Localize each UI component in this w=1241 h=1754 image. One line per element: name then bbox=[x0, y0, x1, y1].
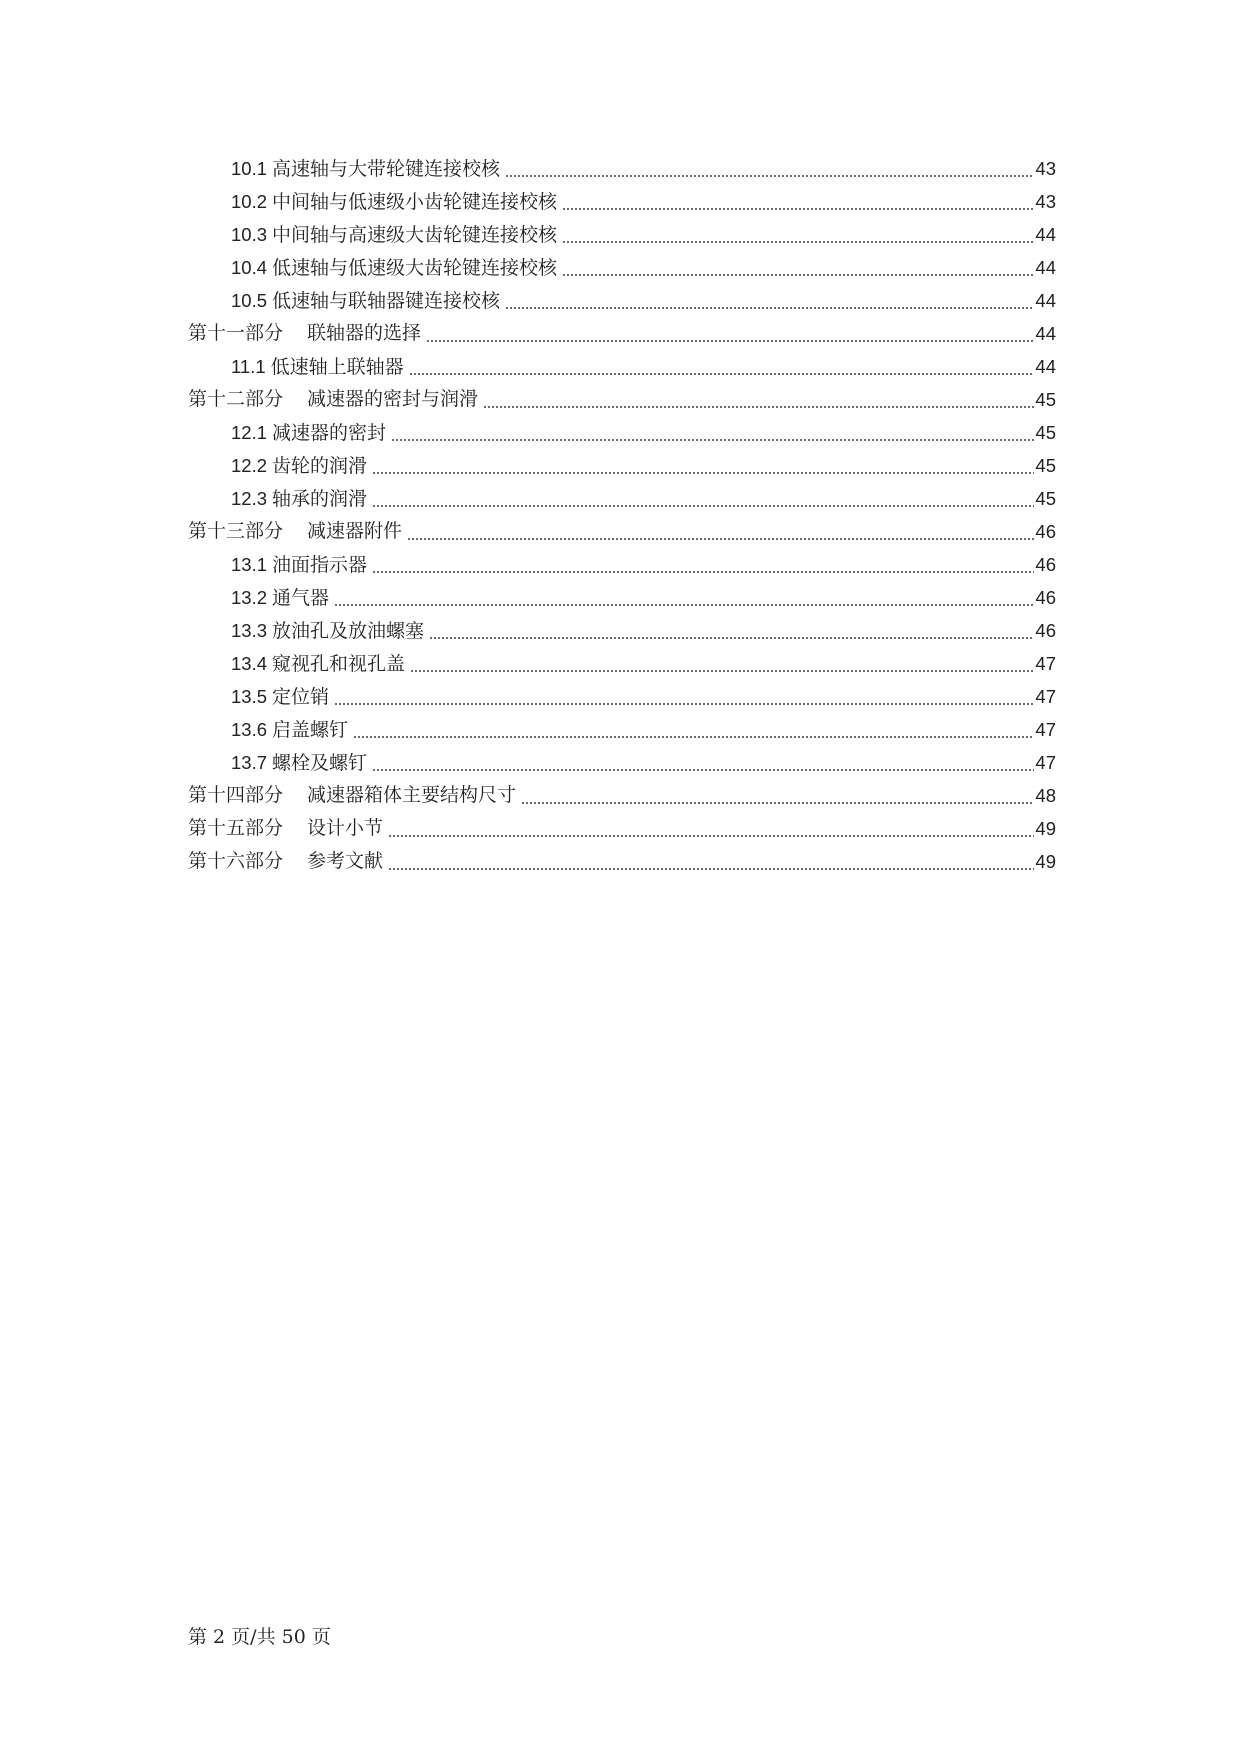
dot-leader bbox=[372, 769, 1034, 771]
toc-section-entry[interactable] bbox=[188, 647, 1056, 680]
toc-page-number: 43 bbox=[1035, 158, 1056, 179]
toc-part-entry[interactable] bbox=[188, 383, 1056, 416]
dot-leader bbox=[429, 637, 1034, 639]
toc-page-number: 49 bbox=[1035, 818, 1056, 839]
toc-entry-label bbox=[188, 383, 478, 416]
toc-entry-title: 窥视孔和视孔盖 bbox=[272, 652, 406, 675]
dot-leader bbox=[562, 274, 1034, 276]
toc-entry-title: 减速器的密封与润滑 bbox=[307, 388, 479, 410]
toc-section-entry[interactable] bbox=[188, 284, 1056, 317]
toc-entry-label bbox=[231, 647, 405, 681]
toc-section-entry[interactable] bbox=[188, 416, 1056, 449]
toc-section-entry[interactable] bbox=[188, 680, 1056, 713]
toc-section-number: 13.4 bbox=[231, 652, 268, 674]
toc-part-entry[interactable] bbox=[188, 845, 1056, 878]
dot-leader bbox=[410, 670, 1034, 672]
toc-entry-title: 放油孔及放油螺塞 bbox=[272, 619, 425, 642]
toc-page-number: 44 bbox=[1035, 290, 1056, 311]
toc-part-entry[interactable] bbox=[188, 515, 1056, 548]
toc-page-number: 45 bbox=[1035, 455, 1056, 476]
toc-entry-label bbox=[231, 449, 367, 483]
toc-section-number: 13.6 bbox=[231, 718, 268, 740]
toc-section-number: 10.2 bbox=[231, 190, 268, 212]
toc-part-number: 第十五部分 bbox=[188, 817, 284, 839]
table-of-contents bbox=[188, 152, 1056, 878]
page-footer: 第 2 页/共 50 页 bbox=[188, 1626, 331, 1648]
dot-leader bbox=[426, 340, 1034, 342]
dot-leader bbox=[391, 439, 1034, 441]
toc-entry-label bbox=[231, 251, 557, 285]
toc-entry-title: 中间轴与低速级小齿轮键连接校核 bbox=[272, 190, 558, 213]
dot-leader bbox=[562, 241, 1034, 243]
toc-entry-label bbox=[231, 614, 424, 648]
toc-entry-label bbox=[231, 680, 329, 714]
toc-entry-label bbox=[188, 845, 383, 878]
dot-leader bbox=[521, 802, 1034, 804]
toc-page-number: 46 bbox=[1035, 587, 1056, 608]
toc-part-number: 第十六部分 bbox=[188, 850, 284, 872]
toc-page-number: 44 bbox=[1035, 323, 1056, 344]
dot-leader bbox=[388, 835, 1034, 837]
toc-entry-title: 低速轴与低速级大齿轮键连接校核 bbox=[272, 256, 558, 279]
dot-leader bbox=[483, 406, 1034, 408]
toc-page-number: 44 bbox=[1035, 224, 1056, 245]
toc-entry-label bbox=[231, 350, 404, 384]
toc-entry-title: 低速轴上联轴器 bbox=[270, 355, 404, 378]
toc-section-entry[interactable] bbox=[188, 614, 1056, 647]
toc-part-number: 第十三部分 bbox=[188, 520, 284, 542]
toc-entry-title: 通气器 bbox=[272, 586, 330, 609]
dot-leader bbox=[505, 307, 1034, 309]
toc-section-entry[interactable] bbox=[188, 746, 1056, 779]
dot-leader bbox=[372, 571, 1034, 573]
toc-section-number: 13.3 bbox=[231, 619, 268, 641]
dot-leader bbox=[372, 505, 1034, 507]
toc-part-entry[interactable] bbox=[188, 779, 1056, 812]
toc-section-entry[interactable] bbox=[188, 218, 1056, 251]
toc-page-number: 45 bbox=[1035, 389, 1056, 410]
toc-entry-label bbox=[231, 482, 367, 516]
toc-section-entry[interactable] bbox=[188, 548, 1056, 581]
dot-leader bbox=[409, 373, 1035, 375]
toc-section-number: 13.1 bbox=[231, 553, 268, 575]
toc-entry-title: 中间轴与高速级大齿轮键连接校核 bbox=[272, 223, 558, 246]
toc-page-number: 46 bbox=[1035, 554, 1056, 575]
toc-entry-title: 联轴器的选择 bbox=[307, 322, 422, 344]
toc-part-number: 第十四部分 bbox=[188, 784, 284, 806]
toc-entry-label bbox=[188, 317, 421, 350]
toc-page-number: 46 bbox=[1035, 521, 1056, 542]
toc-entry-title: 参考文献 bbox=[307, 850, 384, 872]
toc-section-entry[interactable] bbox=[188, 449, 1056, 482]
toc-section-number: 10.5 bbox=[231, 289, 268, 311]
toc-section-entry[interactable] bbox=[188, 713, 1056, 746]
toc-entry-title: 定位销 bbox=[272, 685, 330, 708]
toc-entry-label bbox=[231, 284, 500, 318]
toc-entry-title: 油面指示器 bbox=[272, 553, 368, 576]
toc-section-number: 13.2 bbox=[231, 586, 268, 608]
toc-entry-title: 低速轴与联轴器键连接校核 bbox=[272, 289, 501, 312]
toc-entry-title: 轴承的润滑 bbox=[272, 487, 368, 510]
toc-entry-label bbox=[231, 416, 386, 450]
toc-entry-label bbox=[188, 812, 383, 845]
toc-section-entry[interactable] bbox=[188, 185, 1056, 218]
toc-part-entry[interactable] bbox=[188, 317, 1056, 350]
toc-entry-label bbox=[231, 218, 557, 252]
toc-page-number: 47 bbox=[1035, 653, 1056, 674]
toc-entry-label bbox=[231, 548, 367, 582]
dot-leader bbox=[562, 208, 1034, 210]
toc-entry-title: 减速器箱体主要结构尺寸 bbox=[307, 784, 517, 806]
toc-section-entry[interactable] bbox=[188, 581, 1056, 614]
toc-page-number: 49 bbox=[1035, 851, 1056, 872]
toc-page-number: 48 bbox=[1035, 785, 1056, 806]
toc-section-number: 10.4 bbox=[231, 256, 268, 278]
toc-section-number: 10.3 bbox=[231, 223, 268, 245]
dot-leader bbox=[388, 868, 1034, 870]
dot-leader bbox=[334, 604, 1034, 606]
dot-leader bbox=[334, 703, 1034, 705]
toc-section-number: 12.2 bbox=[231, 454, 268, 476]
toc-section-number: 11.1 bbox=[231, 355, 266, 377]
toc-page-number: 44 bbox=[1035, 257, 1056, 278]
toc-entry-title: 减速器附件 bbox=[307, 520, 403, 542]
toc-entry-title: 设计小节 bbox=[307, 817, 384, 839]
dot-leader bbox=[505, 175, 1034, 177]
toc-page-number: 47 bbox=[1035, 686, 1056, 707]
toc-section-entry[interactable] bbox=[188, 152, 1056, 185]
toc-section-entry[interactable] bbox=[188, 482, 1056, 515]
toc-section-number: 13.5 bbox=[231, 685, 268, 707]
toc-entry-label bbox=[188, 515, 402, 548]
toc-entry-label bbox=[231, 581, 329, 615]
toc-entry-title: 高速轴与大带轮键连接校核 bbox=[272, 157, 501, 180]
toc-section-number: 12.1 bbox=[231, 421, 268, 443]
toc-entry-label bbox=[231, 152, 500, 186]
toc-page-number: 47 bbox=[1035, 719, 1056, 740]
toc-entry-title: 齿轮的润滑 bbox=[272, 454, 368, 477]
toc-part-number: 第十一部分 bbox=[188, 322, 284, 344]
toc-section-entry[interactable] bbox=[188, 251, 1056, 284]
toc-part-entry[interactable] bbox=[188, 812, 1056, 845]
dot-leader bbox=[407, 538, 1034, 540]
toc-entry-label bbox=[188, 779, 516, 812]
toc-part-number: 第十二部分 bbox=[188, 388, 284, 410]
toc-page-number: 46 bbox=[1035, 620, 1056, 641]
toc-page-number: 47 bbox=[1035, 752, 1056, 773]
toc-section-number: 13.7 bbox=[231, 751, 268, 773]
dot-leader bbox=[372, 472, 1034, 474]
toc-page-number: 45 bbox=[1035, 422, 1056, 443]
toc-section-entry[interactable] bbox=[188, 350, 1056, 383]
toc-entry-label bbox=[231, 746, 367, 780]
toc-entry-label bbox=[231, 713, 348, 747]
toc-section-number: 10.1 bbox=[231, 157, 268, 179]
toc-entry-title: 减速器的密封 bbox=[272, 421, 387, 444]
toc-page-number: 44 bbox=[1035, 356, 1056, 377]
dot-leader bbox=[353, 736, 1034, 738]
toc-entry-label bbox=[231, 185, 557, 219]
toc-section-number: 12.3 bbox=[231, 487, 268, 509]
toc-entry-title: 螺栓及螺钉 bbox=[272, 751, 368, 774]
toc-entry-title: 启盖螺钉 bbox=[272, 718, 349, 741]
toc-page-number: 43 bbox=[1035, 191, 1056, 212]
toc-page-number: 45 bbox=[1035, 488, 1056, 509]
